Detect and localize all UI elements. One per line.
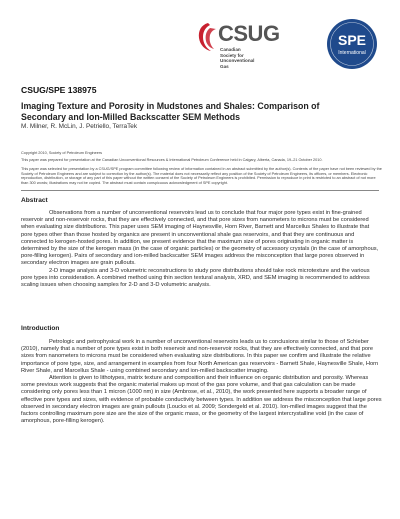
introduction-paragraph: Attention is given to lithotypes, matrix texture and composition and their influence on organic distribution and porosity. Whereas some previous work suggests that the organic material makes up most of the gas pore volume, and that gas calculation can be made considering only pores less than 1 micron (1000 nm) in size (Ambrose, et al., 2010), the work presented here supports a broader range of effective pore types and sizes, with evidence of probable conductivity between types. In addition we address the misconception that large pores observed in secondary electron images are grain pullouts (Loucks et al. 2009; Sondergeld et al. 2010). Ion-milled images suggest that the factors controlling maximum pore size are the size of the organic mass, or the geometry of the largest intercrystalline void (in the case of amorphous, pore-filling kerogen). <box>21 375 382 425</box>
csug-emblem-icon <box>196 22 220 52</box>
abstract-body <box>21 210 382 289</box>
presentation-notice: This paper was prepared for presentation at the Canadian Unconventional Resources & International Petroleum Conference held in Calgary, Alberta, Canada, 19–21 October 2010. <box>21 158 323 162</box>
abstract-heading: Abstract <box>21 197 48 204</box>
introduction-body <box>21 339 382 425</box>
spe-logo <box>326 18 378 70</box>
authors: M. Milner, R. McLin, J. Petriello, TerraTek <box>21 123 138 130</box>
introduction-paragraph: Petrologic and petrophysical work in a number of unconventional reservoirs leads us to conclusions similar to those of Schieber (2010), namely that a number of pore types exist in both reservoir and non-reservoir rocks, that they are effectively connected, and that pore sizes from nanometers to microns must be considered when evaluating size distributions. In this paper we confirm and illustrate the relative importance of pore type, size, and arrangement in examples from four North American gas reservoirs - Barnett Shale, Haynesville Shale, Horn River Shale, and Marcellus Shale - using combined secondary and ion-milled backscatter imaging. <box>21 339 379 374</box>
csug-subtitle: Canadian Society for Unconventional Gas <box>220 47 255 69</box>
paper-title-line: Secondary and Ion-Milled Backscatter SEM Methods <box>21 111 240 122</box>
copyright-notice: Copyright 2010, Society of Petroleum Engineers <box>21 151 103 155</box>
abstract-paragraph: Observations from a number of unconventional reservoirs lead us to conclude that four major pore types exist in fine-grained reservoir and non-reservoir rocks, that they are effectively connected, and that pore sizes from nanometers to microns must be considered when evaluating size distributions. This paper uses SEM imaging of Haynesville, Horn River, Barnett and Marcellus Shales to illustrate that pore types other than those hosted by organics are present in unconventional shale gas reservoirs, and that they are continuous and connected to kerogen-hosted pores. In addition, we present evidence that the maximum size of pores originating in organic matter is determined by the size of the kerogen mass (in the case of organic particles) or the geometry of accessory crystals (in the case of amorphous, pore-filling kerogen). Pairs of secondary and ion-milled backscatter SEM images address the misconception that large pores observed in secondary electron images are grain pullouts. <box>21 210 379 267</box>
abstract-paragraph: 2-D image analysis and 3-D volumetric reconstructions to study pore distributions should take rock microtexture and the various pore types into consideration. A combined method using thin section textural analysis, XRD, and SEM imaging is recommended to address scaling issues when choosing samples for 2-D and 3-D volumetric analysis. <box>21 267 370 289</box>
disclaimer-notice: This paper was selected for presentation by a CSUG/SPE program committee following review of information contained in an abstract submitted by the author(s). Contents of the paper have not been reviewed by the Society of Petroleum Engineers and are subject to correction by the author(s). The material does not necessarily reflect any position of the Society of Petroleum Engineers, its officers, or members. Electronic reproduction, distribution, or storage of any part of this paper without the written consent of the Society of Petroleum Engineers is prohibited. Permission to reproduce in print is restricted to an abstract of not more than 300 words; illustrations may not be copied. The abstract must contain conspicuous acknowledgment of SPE copyright. <box>21 167 382 185</box>
paper-title-line: Imaging Texture and Porosity in Mudstones and Shales: Comparison of <box>21 101 320 111</box>
paper-number: CSUG/SPE 138975 <box>21 85 97 95</box>
spe-logo-word: SPE <box>337 32 367 48</box>
introduction-heading: Introduction <box>21 325 60 332</box>
paper-title <box>21 101 381 122</box>
spe-logo-subtitle: International <box>338 50 366 56</box>
divider <box>21 190 379 191</box>
csug-wordmark: CSUG <box>218 21 280 46</box>
csug-logo <box>196 22 286 78</box>
